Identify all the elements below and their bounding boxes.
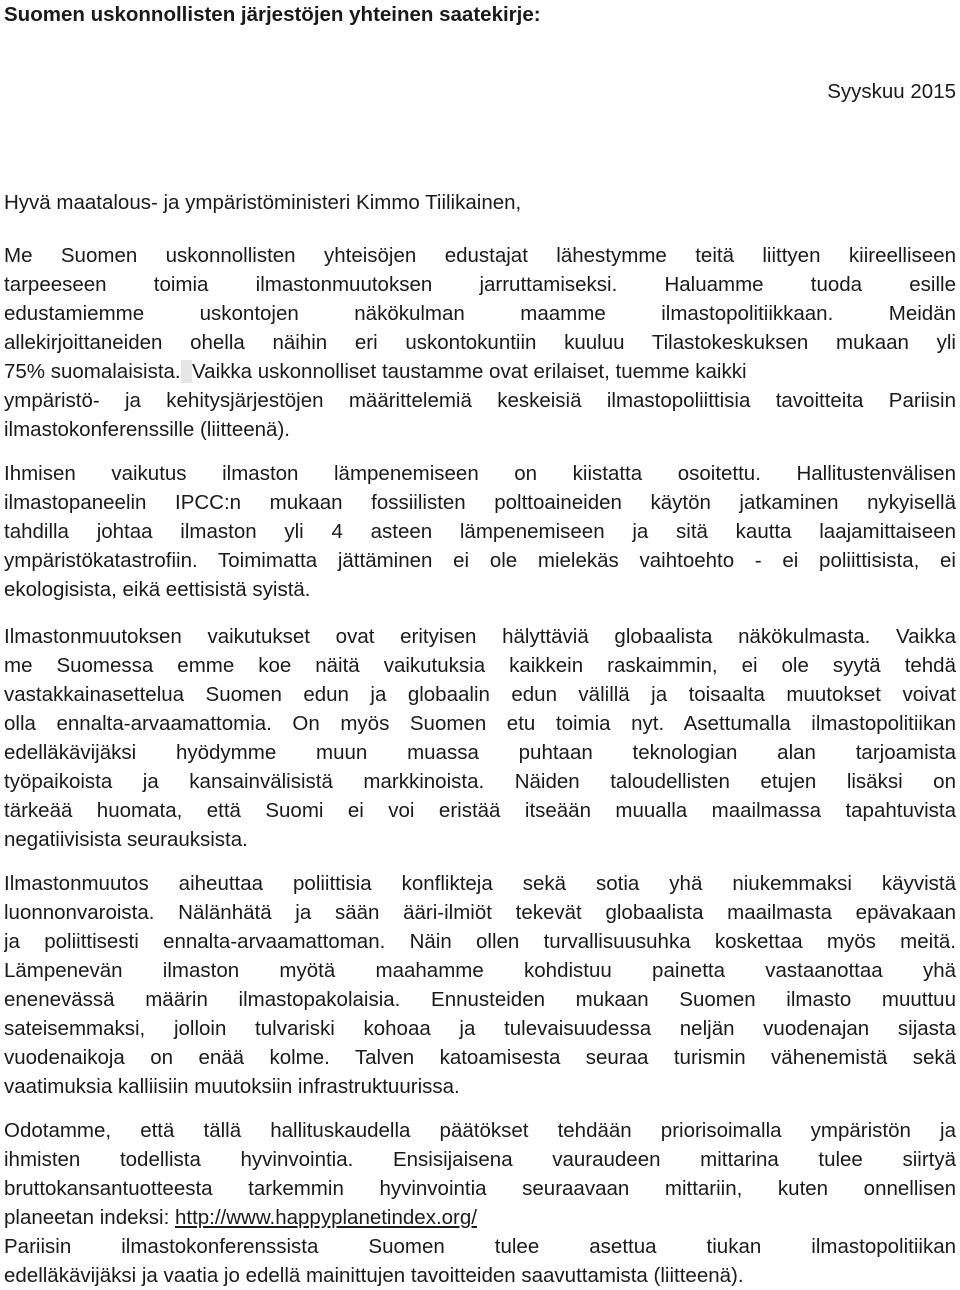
text-line: Ilmastonmuutoksen vaikutukset ovat erityisen hälyttäviä globaalista näkökulmasta. Vaikka bbox=[4, 625, 956, 648]
text-line: vaatimuksia kalliisiin muutoksiin infrastruktuurissa. bbox=[4, 1075, 460, 1098]
text-line: enenevässä määrin ilmastopakolaisia. Ennusteiden mukaan Suomen ilmasto muuttuu bbox=[4, 988, 956, 1011]
text-line: sateisemmaksi, jolloin tulvariski kohoaa ja tulevaisuudessa neljän vuodenajan sijasta bbox=[4, 1017, 956, 1040]
text-line: tärkeää huomata, että Suomi ei voi eristää itseään muualla maailmassa tapahtuvista bbox=[4, 799, 956, 822]
letter-title: Suomen uskonnollisten järjestöjen yhteinen saatekirje: bbox=[4, 3, 541, 26]
text-line: edustamiemme uskontojen näkökulman maamme ilmastopolitiikkaan. Meidän bbox=[4, 302, 956, 325]
text-line: ilmastopaneelin IPCC:n mukaan fossiilisten polttoaineiden käytön jatkaminen nykyisellä bbox=[4, 491, 956, 514]
paragraph-3 bbox=[4, 622, 956, 854]
text-line: allekirjoittaneiden ohella näihin eri uskontokuntiin kuuluu Tilastokeskuksen mukaan yli bbox=[4, 331, 956, 354]
text-line: vuodenaikoja on enää kolme. Talven katoamisesta seuraa turismin vähenemistä sekä bbox=[4, 1046, 956, 1069]
text-line: ympäristö- ja kehitysjärjestöjen määrittelemiä keskeisiä ilmastopoliittisia tavoitteita Pariisin bbox=[4, 389, 956, 412]
paragraph-2 bbox=[4, 459, 956, 604]
text-line: ilmastokonferenssille (liitteenä). bbox=[4, 418, 290, 441]
text-segment: 75% suomalaisista. bbox=[4, 360, 181, 383]
text-line: Ilmastonmuutos aiheuttaa poliittisia konflikteja sekä sotia yhä niukemmaksi käyvistä bbox=[4, 872, 956, 895]
text-segment: planeetan indeksi: bbox=[4, 1206, 170, 1229]
letter-date: Syyskuu 2015 bbox=[827, 80, 956, 103]
text-line: Pariisin ilmastokonferenssista Suomen tulee asettua tiukan ilmastopolitiikan bbox=[4, 1235, 956, 1258]
text-line bbox=[4, 357, 956, 386]
text-line: Odotamme, että tällä hallituskaudella päätökset tehdään priorisoimalla ympäristön ja bbox=[4, 1119, 956, 1142]
highlight-mark bbox=[181, 360, 192, 383]
text-line: ihmisten todellista hyvinvointia. Ensisijaisena vauraudeen mittarina tulee siirtyä bbox=[4, 1148, 956, 1171]
text-line: luonnonvaroista. Nälänhätä ja sään ääri-ilmiöt tekevät globaalista maailmasta epävakaan bbox=[4, 901, 956, 924]
text-segment: Vaikka uskonnolliset taustamme ovat erilaiset, tuemme kaikki bbox=[192, 360, 747, 383]
text-line: tarpeeseen toimia ilmastonmuutoksen jarruttamiseksi. Haluamme tuoda esille bbox=[4, 273, 956, 296]
text-line: bruttokansantuotteesta tarkemmin hyvinvointia seuraavaan mittariin, kuten onnellisen bbox=[4, 1177, 956, 1200]
happyplanetindex-link[interactable]: http://www.happyplanetindex.org/ bbox=[174, 1206, 477, 1229]
paragraph-4 bbox=[4, 869, 956, 1101]
text-line: Lämpenevän ilmaston myötä maahamme kohdistuu painetta vastaanottaa yhä bbox=[4, 959, 956, 982]
text-line: vastakkainasettelua Suomen edun ja globaalin edun välillä ja toisaalta muutokset voivat bbox=[4, 683, 956, 706]
text-line: me Suomessa emme koe näitä vaikutuksia kaikkein raskaimmin, ei ole syytä tehdä bbox=[4, 654, 956, 677]
letter-greeting: Hyvä maatalous- ja ympäristöministeri Kimmo Tiilikainen, bbox=[4, 191, 522, 214]
text-line: ekologisista, eikä eettisistä syistä. bbox=[4, 578, 311, 601]
text-line: edelläkävijäksi ja vaatia jo edellä mainittujen tavoitteiden saavuttamista (liitteenä). bbox=[4, 1264, 744, 1287]
text-line: ja poliittisesti ennalta-arvaamattoman. Näin ollen turvallisuusuhka koskettaa myös meitä. bbox=[4, 930, 956, 953]
text-line: edelläkävijäksi hyödymme muun muassa puhtaan teknologian alan tarjoamista bbox=[4, 741, 956, 764]
text-line: ympäristökatastrofiin. Toimimatta jättäminen ei ole mielekäs vaihtoehto - ei poliittisista, ei bbox=[4, 549, 956, 572]
text-line: tahdilla johtaa ilmaston yli 4 asteen lämpenemiseen ja sitä kautta laajamittaiseen bbox=[4, 520, 956, 543]
text-line: negatiivisista seurauksista. bbox=[4, 828, 248, 851]
paragraph-1 bbox=[4, 241, 956, 444]
text-line bbox=[4, 1203, 956, 1232]
text-line: Me Suomen uskonnollisten yhteisöjen edustajat lähestymme teitä liittyen kiireelliseen bbox=[4, 244, 956, 267]
text-line: olla ennalta-arvaamattomia. On myös Suomen etu toimia nyt. Asettumalla ilmastopolitiikan bbox=[4, 712, 956, 735]
paragraph-5 bbox=[4, 1116, 956, 1290]
text-line: Ihmisen vaikutus ilmaston lämpenemiseen on kiistatta osoitettu. Hallitustenvälisen bbox=[4, 462, 956, 485]
text-line: työpaikoista ja kansainvälisistä markkinoista. Näiden taloudellisten etujen lisäksi on bbox=[4, 770, 956, 793]
